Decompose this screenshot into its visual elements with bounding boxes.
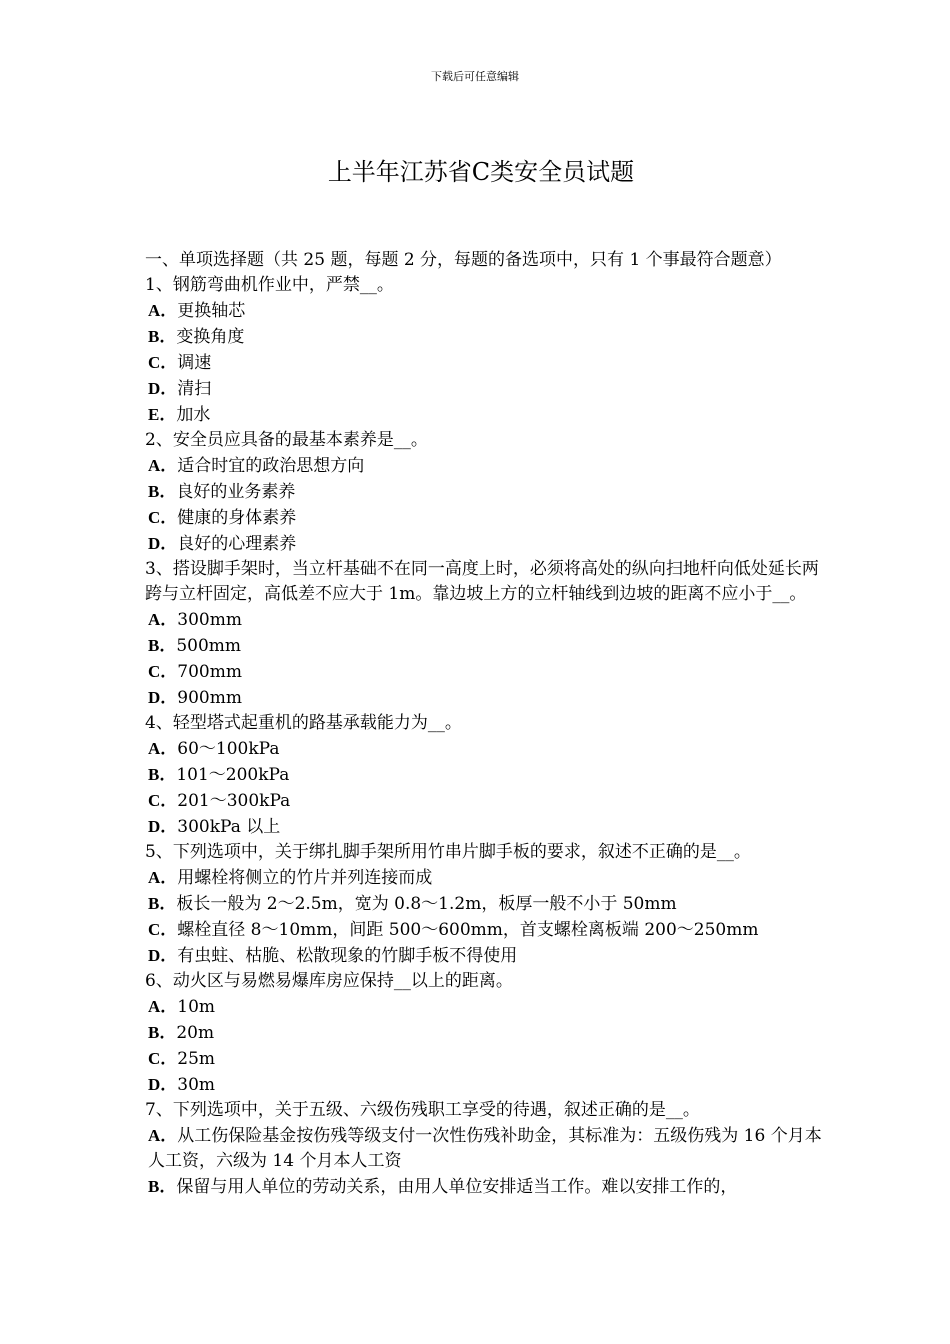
option-text: 30m: [177, 1075, 216, 1095]
answer-option: [145, 943, 825, 969]
option-text: 从工伤保险基金按伤残等级支付一次性伤残补助金，其标准为：五级伤残为 16 个月本人工资，六级为 14 个月本人工资: [148, 1126, 822, 1171]
option-letter: A．: [148, 456, 178, 475]
question-stem: 4、轻型塔式起重机的路基承载能力为__。: [145, 713, 462, 733]
answer-option: [145, 298, 825, 324]
answer-option: [145, 762, 825, 788]
option-letter: D．: [148, 534, 178, 553]
option-text: 变换角度: [176, 327, 245, 347]
option-text: 有虫蛀、枯脆、松散现象的竹脚手板不得使用: [177, 946, 518, 966]
option-letter: A．: [148, 739, 178, 758]
option-letter: B．: [148, 894, 177, 913]
option-text: 10m: [177, 997, 216, 1017]
option-text: 900mm: [177, 688, 242, 708]
question-stem: 1、钢筋弯曲机作业中，严禁__。: [145, 275, 394, 295]
answer-option: [145, 1046, 825, 1072]
option-letter: D．: [148, 379, 178, 398]
answer-option: [145, 1072, 825, 1098]
answer-option: [145, 633, 825, 659]
answer-option: [145, 350, 825, 376]
option-letter: C．: [148, 508, 178, 527]
question-stem: 6、动火区与易燃易爆库房应保持__以上的距离。: [145, 971, 513, 991]
answer-option: [145, 531, 825, 557]
answer-option: [145, 994, 825, 1020]
option-text: 保留与用人单位的劳动关系，由用人单位安排适当工作。难以安排工作的，: [176, 1177, 738, 1197]
answer-option: [145, 1020, 825, 1046]
answer-option: [145, 814, 825, 840]
option-text: 300kPa 以上: [177, 817, 281, 837]
option-letter: D．: [148, 817, 178, 836]
answer-option: [145, 865, 825, 891]
answer-option: [145, 736, 825, 762]
option-text: 更换轴芯: [177, 301, 246, 321]
option-text: 用螺栓将侧立的竹片并列连接而成: [177, 868, 433, 888]
option-text: 良好的业务素养: [176, 482, 296, 502]
answer-option: [145, 453, 825, 479]
option-letter: D．: [148, 688, 178, 707]
answer-option: [145, 479, 825, 505]
option-text: 700mm: [177, 662, 242, 682]
option-text: 25m: [177, 1049, 216, 1069]
option-letter: A．: [148, 301, 178, 320]
option-text: 加水: [176, 405, 211, 425]
option-letter: B．: [148, 636, 177, 655]
option-letter: C．: [148, 920, 178, 939]
option-letter: A．: [148, 1126, 178, 1145]
option-letter: D．: [148, 946, 178, 965]
option-text: 适合时宜的政治思想方向: [177, 456, 365, 476]
answer-option: [145, 324, 825, 350]
option-letter: B．: [148, 1177, 177, 1196]
option-text: 螺栓直径 8～10mm，间距 500～600mm，首支螺栓离板端 200～250mm: [177, 920, 759, 940]
option-letter: C．: [148, 662, 178, 681]
option-letter: A．: [148, 868, 178, 887]
answer-option: [145, 891, 825, 917]
option-letter: C．: [148, 353, 178, 372]
option-letter: B．: [148, 327, 177, 346]
header-note: 下载后可任意编辑: [431, 70, 519, 83]
question-stem: 7、下列选项中，关于五级、六级伤残职工享受的待遇，叙述正确的是__。: [145, 1100, 700, 1120]
answer-option: [145, 376, 825, 402]
option-letter: E．: [148, 405, 177, 424]
option-text: 调速: [177, 353, 212, 373]
answer-option: [145, 917, 825, 943]
option-letter: D．: [148, 1075, 178, 1094]
option-text: 20m: [176, 1023, 215, 1043]
question-stem: 3、搭设脚手架时，当立杆基础不在同一高度上时，必须将高处的纵向扫地杆向低处延长两跨与立杆固定，高低差不应大于 1m。靠边坡上方的立杆轴线到边坡的距离不应小于__。: [145, 559, 819, 604]
answer-option: [145, 685, 825, 711]
option-letter: A．: [148, 610, 178, 629]
option-letter: B．: [148, 1023, 177, 1042]
option-letter: A．: [148, 997, 178, 1016]
option-letter: B．: [148, 765, 177, 784]
answer-option: [145, 1174, 825, 1200]
option-letter: C．: [148, 1049, 178, 1068]
answer-option: [145, 402, 825, 428]
option-text: 良好的心理素养: [177, 534, 297, 554]
answer-option: [145, 1123, 825, 1174]
question-stem: 5、下列选项中，关于绑扎脚手架所用竹串片脚手板的要求，叙述不正确的是__。: [145, 842, 751, 862]
option-text: 健康的身体素养: [177, 508, 297, 528]
option-text: 清扫: [177, 379, 212, 399]
answer-option: [145, 505, 825, 531]
option-text: 500mm: [176, 636, 242, 656]
option-text: 60～100kPa: [177, 739, 280, 759]
option-text: 300mm: [177, 610, 242, 630]
document-body: [145, 248, 825, 1200]
section-heading: 一、单项选择题（共 25 题，每题 2 分，每题的备选项中，只有 1 个事最符合题意）: [145, 250, 782, 270]
question-stem: 2、安全员应具备的最基本素养是__。: [145, 430, 428, 450]
answer-option: [145, 607, 825, 633]
document-title: 上半年江苏省C类安全员试题: [327, 158, 635, 186]
option-letter: B．: [148, 482, 177, 501]
option-text: 101～200kPa: [176, 765, 290, 785]
option-letter: C．: [148, 791, 178, 810]
option-text: 201～300kPa: [177, 791, 291, 811]
answer-option: [145, 788, 825, 814]
answer-option: [145, 659, 825, 685]
option-text: 板长一般为 2～2.5m，宽为 0.8～1.2m，板厚一般不小于 50mm: [176, 894, 677, 914]
